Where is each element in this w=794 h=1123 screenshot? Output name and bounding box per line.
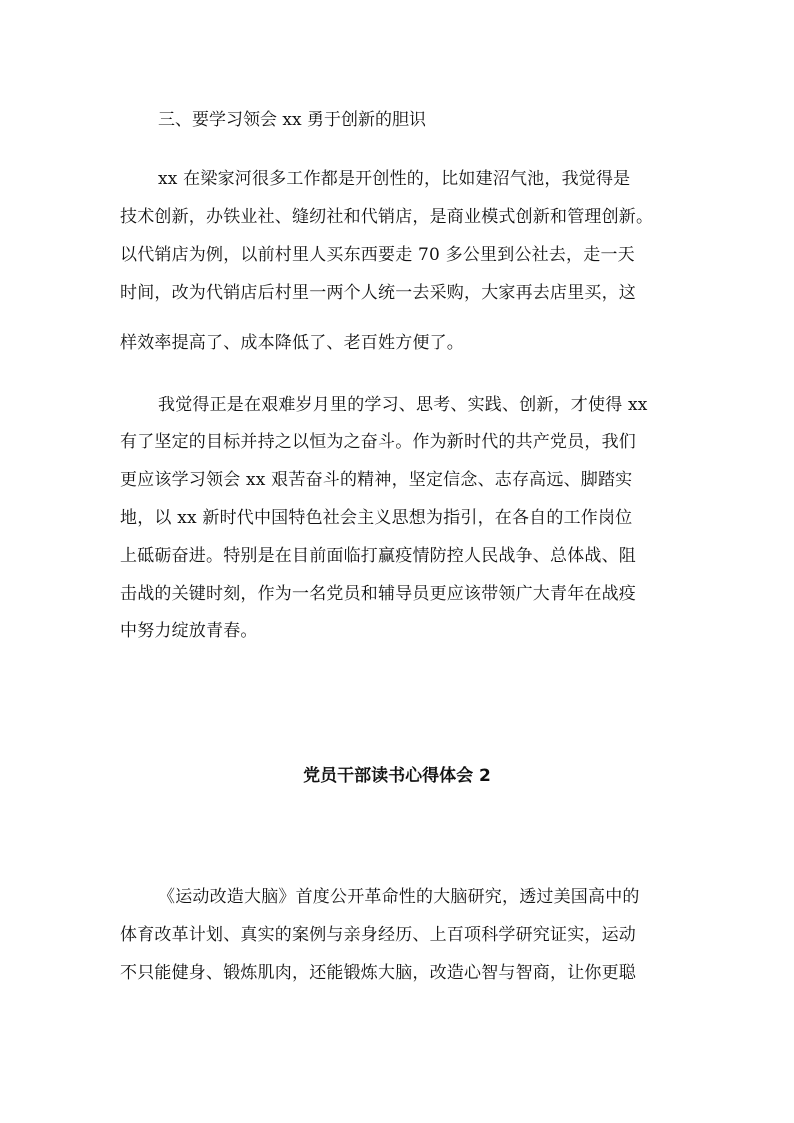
paragraph-line: 样效率提高了、成本降低了、老百姓方便了。 [120, 333, 464, 353]
paragraph-line: 《运动改造大脑》首度公开革命性的大脑研究，透过美国高中的 [158, 887, 640, 907]
paragraph-line: 更应该学习领会 xx 艰苦奋斗的精神，坚定信念、志存高远、脚踏实 [120, 470, 633, 490]
paragraph-line: 中努力绽放青春。 [120, 621, 258, 641]
paragraph-line: 我觉得正是在艰难岁月里的学习、思考、实践、创新，才使得 xx [158, 395, 648, 415]
paragraph-line: 上砥砺奋进。特别是在目前面临打赢疫情防控人民战争、总体战、阻 [120, 546, 636, 566]
paragraph-line: xx 在梁家河很多工作都是开创性的，比如建沼气池，我觉得是 [158, 169, 631, 189]
document-title: 党员干部读书心得体会 2 [303, 766, 491, 786]
paragraph-line: 体育改革计划、真实的案例与亲身经历、上百项科学研究证实，运动 [120, 925, 636, 945]
paragraph-line: 以代销店为例，以前村里人买东西要走 70 多公里到公社去，走一天 [120, 245, 635, 265]
paragraph-line: 地，以 xx 新时代中国特色社会主义思想为指引，在各自的工作岗位 [120, 508, 633, 528]
paragraph-line: 时间，改为代销店后村里一两个人统一去采购，大家再去店里买，这 [120, 283, 636, 303]
section-heading: 三、要学习领会 xx 勇于创新的胆识 [158, 110, 426, 130]
paragraph-line: 击战的关键时刻，作为一名党员和辅导员更应该带领广大青年在战疫 [120, 584, 636, 604]
paragraph-line: 技术创新，办铁业社、缝纫社和代销店，是商业模式创新和管理创新。 [120, 207, 654, 227]
paragraph-line: 不只能健身、锻炼肌肉，还能锻炼大脑，改造心智与智商，让你更聪 [120, 963, 636, 983]
paragraph-line: 有了坚定的目标并持之以恒为之奋斗。作为新时代的共产党员，我们 [120, 432, 636, 452]
